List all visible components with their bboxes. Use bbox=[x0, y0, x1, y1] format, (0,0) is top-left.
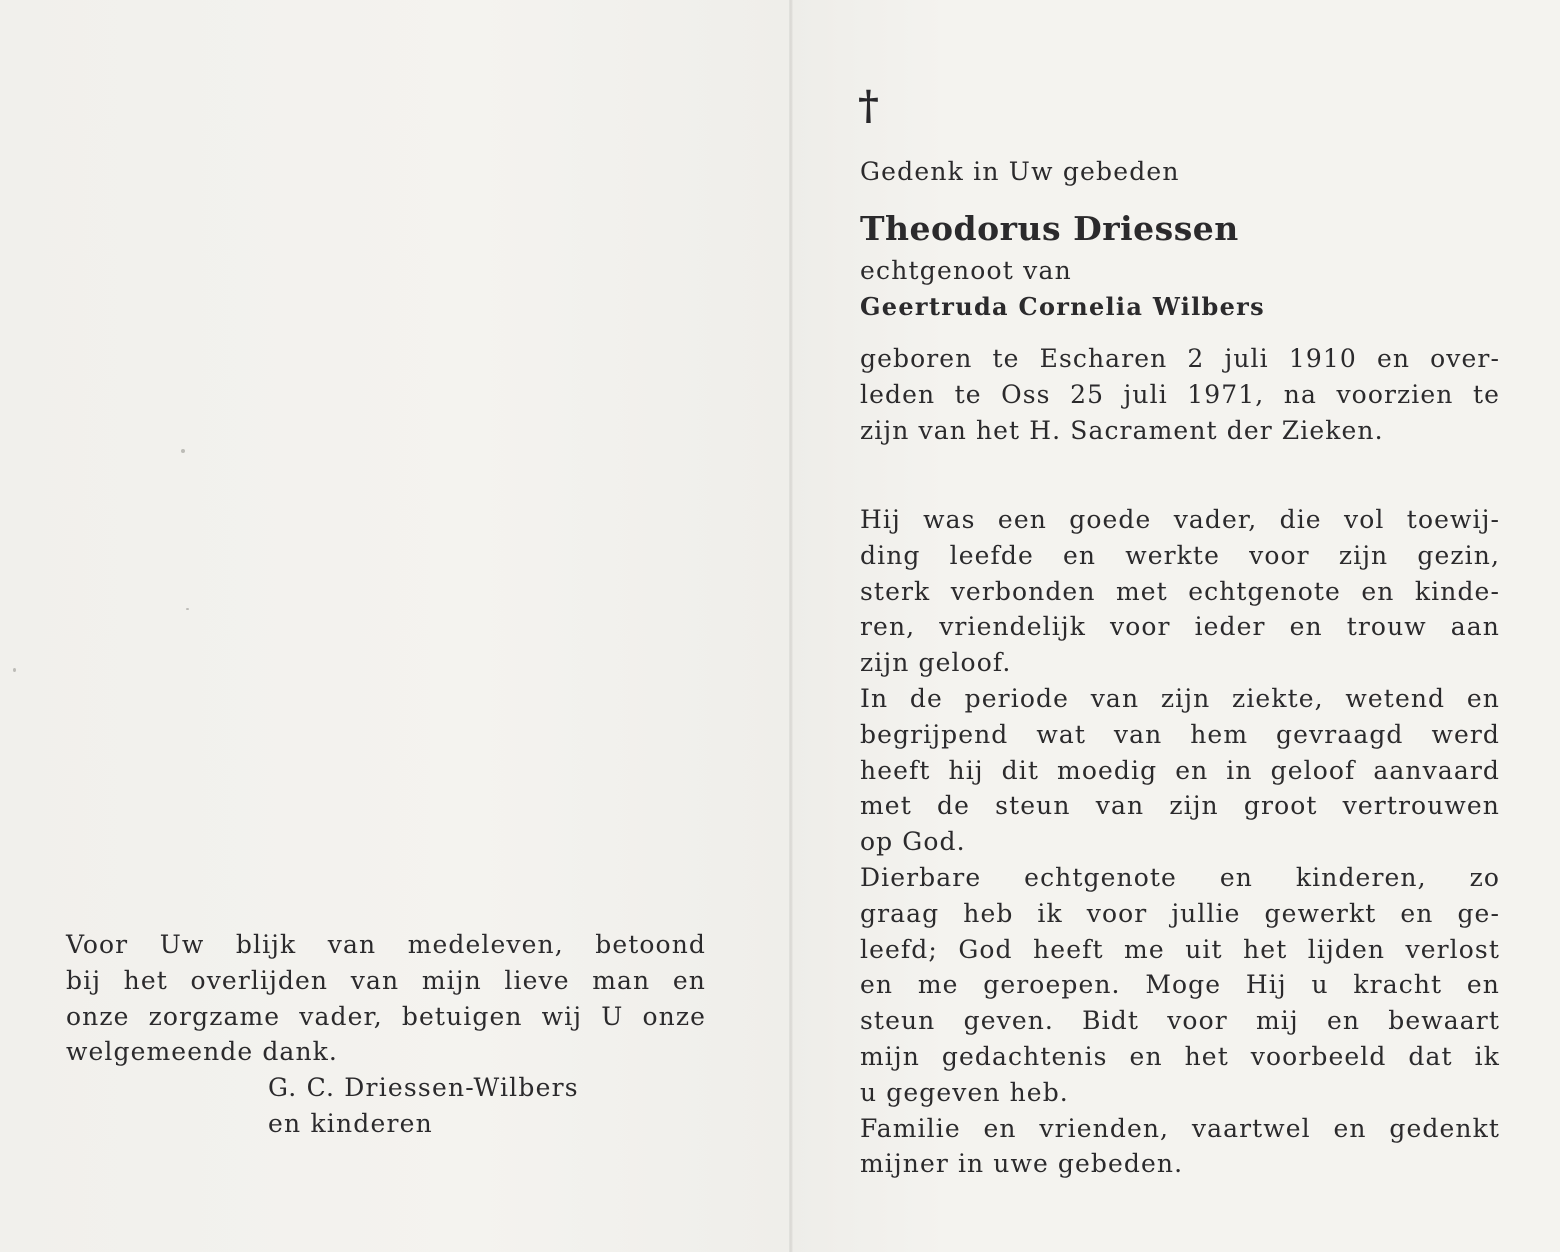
tribute-line: mijn gedachtenis en het voorbeeld dat ik bbox=[860, 1041, 1500, 1071]
relation-line: echtgenoot van bbox=[860, 256, 1072, 285]
thanks-line: Voor Uw blijk van medeleven, betoond bbox=[66, 930, 706, 959]
cross-icon: † bbox=[858, 82, 879, 129]
tribute-line: Familie en vrienden, vaartwel en gedenkt bbox=[860, 1113, 1500, 1143]
tribute-line: zijn geloof. bbox=[860, 648, 1012, 678]
tribute-line: sterk verbonden met echtgenote en kinde- bbox=[860, 576, 1500, 606]
signature-suffix: en kinderen bbox=[268, 1109, 433, 1138]
life-dates-text bbox=[860, 341, 1500, 448]
tribute-line: mijner in uwe gebeden. bbox=[860, 1149, 1184, 1179]
life-line: leden te Oss 25 juli 1971, na voorzien te bbox=[860, 379, 1500, 409]
thanks-text bbox=[66, 927, 706, 1070]
tribute-line: graag heb ik voor jullie gewerkt en ge- bbox=[860, 898, 1500, 928]
tribute-line: ren, vriendelijk voor ieder en trouw aan bbox=[860, 612, 1500, 642]
paper-speck bbox=[181, 449, 185, 453]
tribute-line: en me geroepen. Moge Hij u kracht en bbox=[860, 970, 1500, 1000]
tribute-line: ding leefde en werkte voor zijn gezin, bbox=[860, 540, 1500, 570]
tribute-line: leefd; God heeft me uit het lijden verlost bbox=[860, 934, 1500, 964]
paper-speck bbox=[13, 668, 16, 672]
tribute-line: steun geven. Bidt voor mij en bewaart bbox=[860, 1006, 1500, 1036]
tribute-line: begrijpend wat van hem gevraagd werd bbox=[860, 719, 1500, 749]
tribute-text bbox=[860, 502, 1500, 1182]
tribute-line: heeft hij dit moedig en in geloof aanvaard bbox=[860, 755, 1500, 785]
life-line: zijn van het H. Sacrament der Zieken. bbox=[860, 415, 1384, 445]
tribute-line: met de steun van zijn groot vertrouwen bbox=[860, 791, 1500, 821]
remember-line: Gedenk in Uw gebeden bbox=[860, 157, 1180, 186]
tribute-line: Dierbare echtgenote en kinderen, zo bbox=[860, 862, 1500, 892]
tribute-line: Hij was een goede vader, die vol toewij- bbox=[860, 505, 1500, 534]
deceased-name: Theodorus Driessen bbox=[860, 209, 1239, 248]
tribute-line: op God. bbox=[860, 827, 966, 857]
spouse-name: Geertruda Cornelia Wilbers bbox=[860, 292, 1265, 321]
paper-speck bbox=[186, 608, 189, 610]
life-line: geboren te Escharen 2 juli 1910 en over- bbox=[860, 344, 1500, 373]
signature-name: G. C. Driessen-Wilbers bbox=[268, 1073, 579, 1102]
tribute-line: u gegeven heb. bbox=[860, 1077, 1069, 1107]
thanks-line: welgemeende dank. bbox=[66, 1037, 338, 1067]
thanks-line: onze zorgzame vader, betuigen wij U onze bbox=[66, 1001, 706, 1031]
thanks-line: bij het overlijden van mijn lieve man en bbox=[66, 965, 706, 995]
tribute-line: In de periode van zijn ziekte, wetend en bbox=[860, 683, 1500, 713]
